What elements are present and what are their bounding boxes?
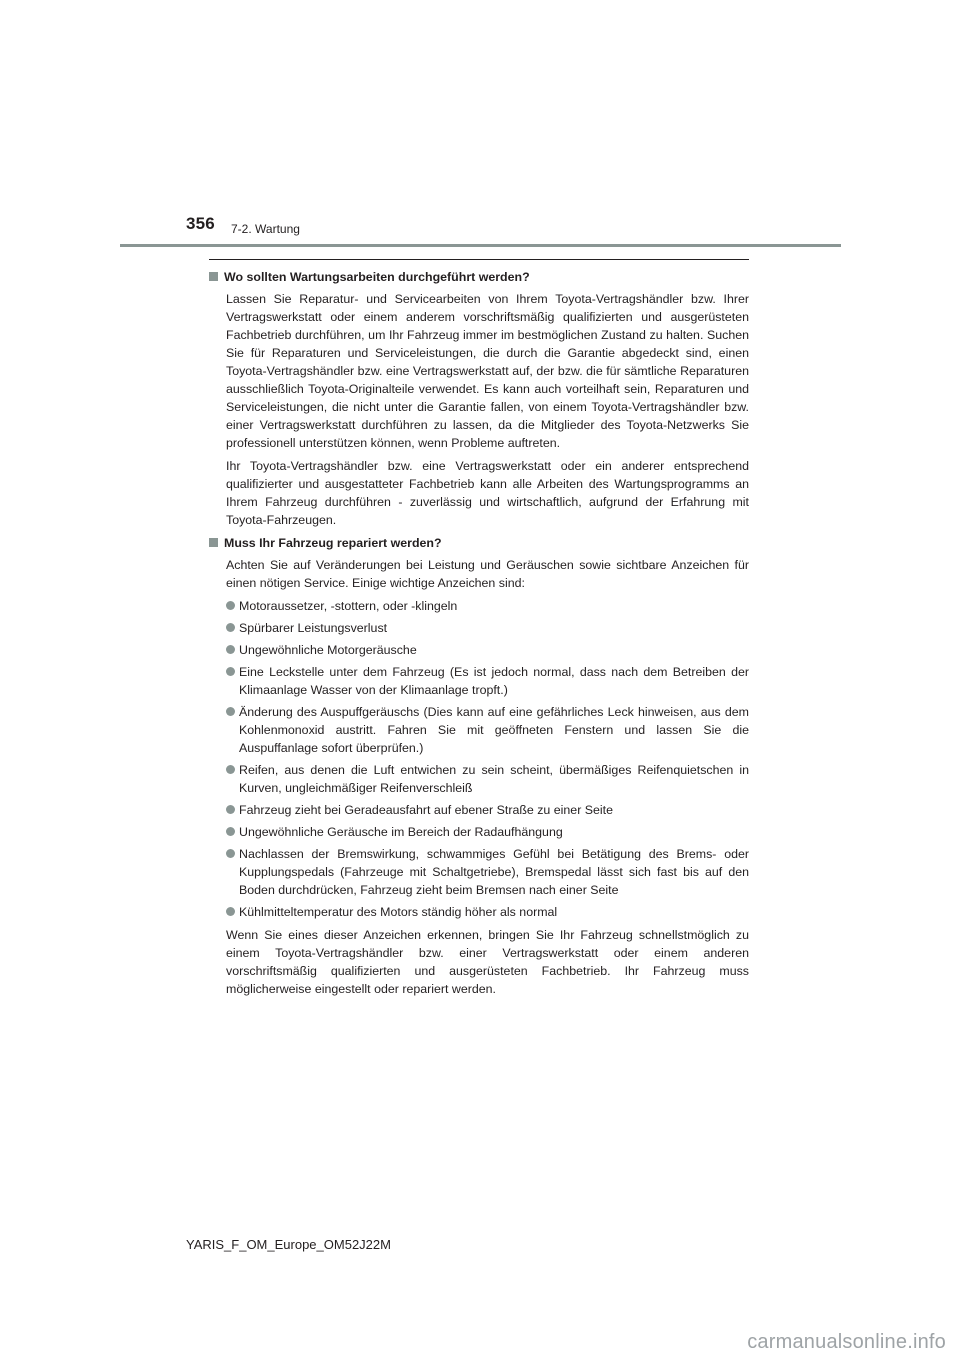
list-item bbox=[226, 641, 749, 659]
circle-bullet-icon bbox=[226, 623, 235, 632]
circle-bullet-icon bbox=[226, 667, 235, 676]
list-item bbox=[226, 703, 749, 757]
circle-bullet-icon bbox=[226, 645, 235, 654]
list-item bbox=[226, 761, 749, 797]
list-item-text: Spürbarer Leistungsverlust bbox=[239, 621, 388, 635]
list-item bbox=[226, 903, 749, 921]
list-item-text: Eine Leckstelle unter dem Fahrzeug (Es ist jedoch normal, dass nach dem Betreiben der Klimaanlage Wasser von der Klimaanlage tropft.) bbox=[239, 665, 749, 697]
list-item bbox=[226, 823, 749, 841]
header-rule bbox=[120, 244, 841, 247]
content-top-rule bbox=[209, 259, 749, 260]
list-item bbox=[226, 845, 749, 899]
list-item-text: Änderung des Auspuffgeräuschs (Dies kann auf eine gefährliches Leck hinweisen, aus dem Kohlenmonoxid austritt. Fahren Sie mit geöffneten Fenstern und lassen Sie die Auspuffanlage sofort überprüfen.) bbox=[239, 705, 749, 755]
square-bullet-icon bbox=[209, 272, 218, 281]
circle-bullet-icon bbox=[226, 707, 235, 716]
warning-signs-list bbox=[226, 597, 749, 921]
list-item bbox=[226, 597, 749, 615]
section-heading-repair-needed bbox=[209, 534, 749, 552]
circle-bullet-icon bbox=[226, 805, 235, 814]
document-code: YARIS_F_OM_Europe_OM52J22M bbox=[186, 1237, 391, 1252]
paragraph: Ihr Toyota-Vertragshändler bzw. eine Vertragswerkstatt oder ein anderer entsprechend qualifizierter und ausgestatteter Fachbetrieb kann alle Arbeiten des Wartungsprogramms an Ihrem Fahrzeug durchführen - zuverlässig und wirtschaftlich, aufgrund der Erfahrung mit Toyota-Fahrzeugen. bbox=[226, 459, 749, 527]
list-item-text: Ungewöhnliche Motorgeräusche bbox=[239, 643, 417, 657]
list-item bbox=[226, 801, 749, 819]
list-item-text: Nachlassen der Bremswirkung, schwammiges Gefühl bei Betätigung des Brems- oder Kupplungspedals (Fahrzeuge mit Schaltgetriebe), Bremspedal lässt sich fast bis auf den Boden durchdrücken, Fahrzeug zieht beim Bremsen nach einer Seite bbox=[239, 847, 749, 897]
circle-bullet-icon bbox=[226, 827, 235, 836]
list-item-text: Reifen, aus denen die Luft entwichen zu sein scheint, übermäßiges Reifenquietschen in Kurven, ungleichmäßiger Reifenverschleiß bbox=[239, 763, 749, 795]
square-bullet-icon bbox=[209, 538, 218, 547]
list-item bbox=[226, 619, 749, 637]
list-item-text: Fahrzeug zieht bei Geradeausfahrt auf ebener Straße zu einer Seite bbox=[239, 803, 614, 817]
circle-bullet-icon bbox=[226, 907, 235, 916]
paragraph: Achten Sie auf Veränderungen bei Leistung und Geräuschen sowie sichtbare Anzeichen für einen nötigen Service. Einige wichtige Anzeichen sind: bbox=[226, 558, 749, 590]
section-label: 7-2. Wartung bbox=[231, 222, 300, 236]
circle-bullet-icon bbox=[226, 765, 235, 774]
heading-text: Wo sollten Wartungsarbeiten durchgeführt werden? bbox=[224, 270, 530, 284]
list-item-text: Motoraussetzer, -stottern, oder -klingeln bbox=[239, 599, 458, 613]
page-content bbox=[209, 259, 749, 1003]
circle-bullet-icon bbox=[226, 601, 235, 610]
list-item bbox=[226, 663, 749, 699]
heading-text: Muss Ihr Fahrzeug repariert werden? bbox=[224, 536, 442, 550]
section-heading-maintenance-location bbox=[209, 268, 749, 286]
list-item-text: Kühlmitteltemperatur des Motors ständig höher als normal bbox=[239, 905, 558, 919]
paragraph: Wenn Sie eines dieser Anzeichen erkennen, bringen Sie Ihr Fahrzeug schnellstmöglich zu einem Toyota-Vertragshändler bzw. einer Vertragswerkstatt oder einem anderen vorschriftsmäßig qualifizierten und ausgerüsteten Fachbetrieb. Ihr Fahrzeug muss möglicherweise eingestellt oder repariert werden. bbox=[226, 928, 749, 996]
watermark: carmanualsonline.info bbox=[747, 1331, 946, 1353]
list-item-text: Ungewöhnliche Geräusche im Bereich der Radaufhängung bbox=[239, 825, 563, 839]
page-number: 356 bbox=[186, 214, 215, 233]
circle-bullet-icon bbox=[226, 849, 235, 858]
paragraph: Lassen Sie Reparatur- und Servicearbeiten von Ihrem Toyota-Vertragshändler bzw. Ihrer Vertragswerkstatt oder einem anderem vorschriftsmäßig qualifizierten und ausgerüsteten Fachbetrieb durchführen, um Ihr Fahrzeug immer im bestmöglichen Zustand zu halten. Suchen Sie für Reparaturen und Serviceleistungen, die durch die Garantie abgedeckt sind, einen Toyota-Vertragshändler bzw. eine Vertragswerkstatt auf, der bzw. die für sämtliche Reparaturen ausschließlich Toyota-Originalteile verwendet. Es kann auch vorteilhaft sein, Reparaturen und Serviceleistungen, die nicht unter die Garantie fallen, von einem Toyota-Vertragshändler bzw. einer Vertragswerkstatt durchführen zu lassen, da die Mitglieder des Toyota-Netzwerks Sie professionell unterstützen können, wenn Probleme auftreten. bbox=[226, 292, 749, 450]
